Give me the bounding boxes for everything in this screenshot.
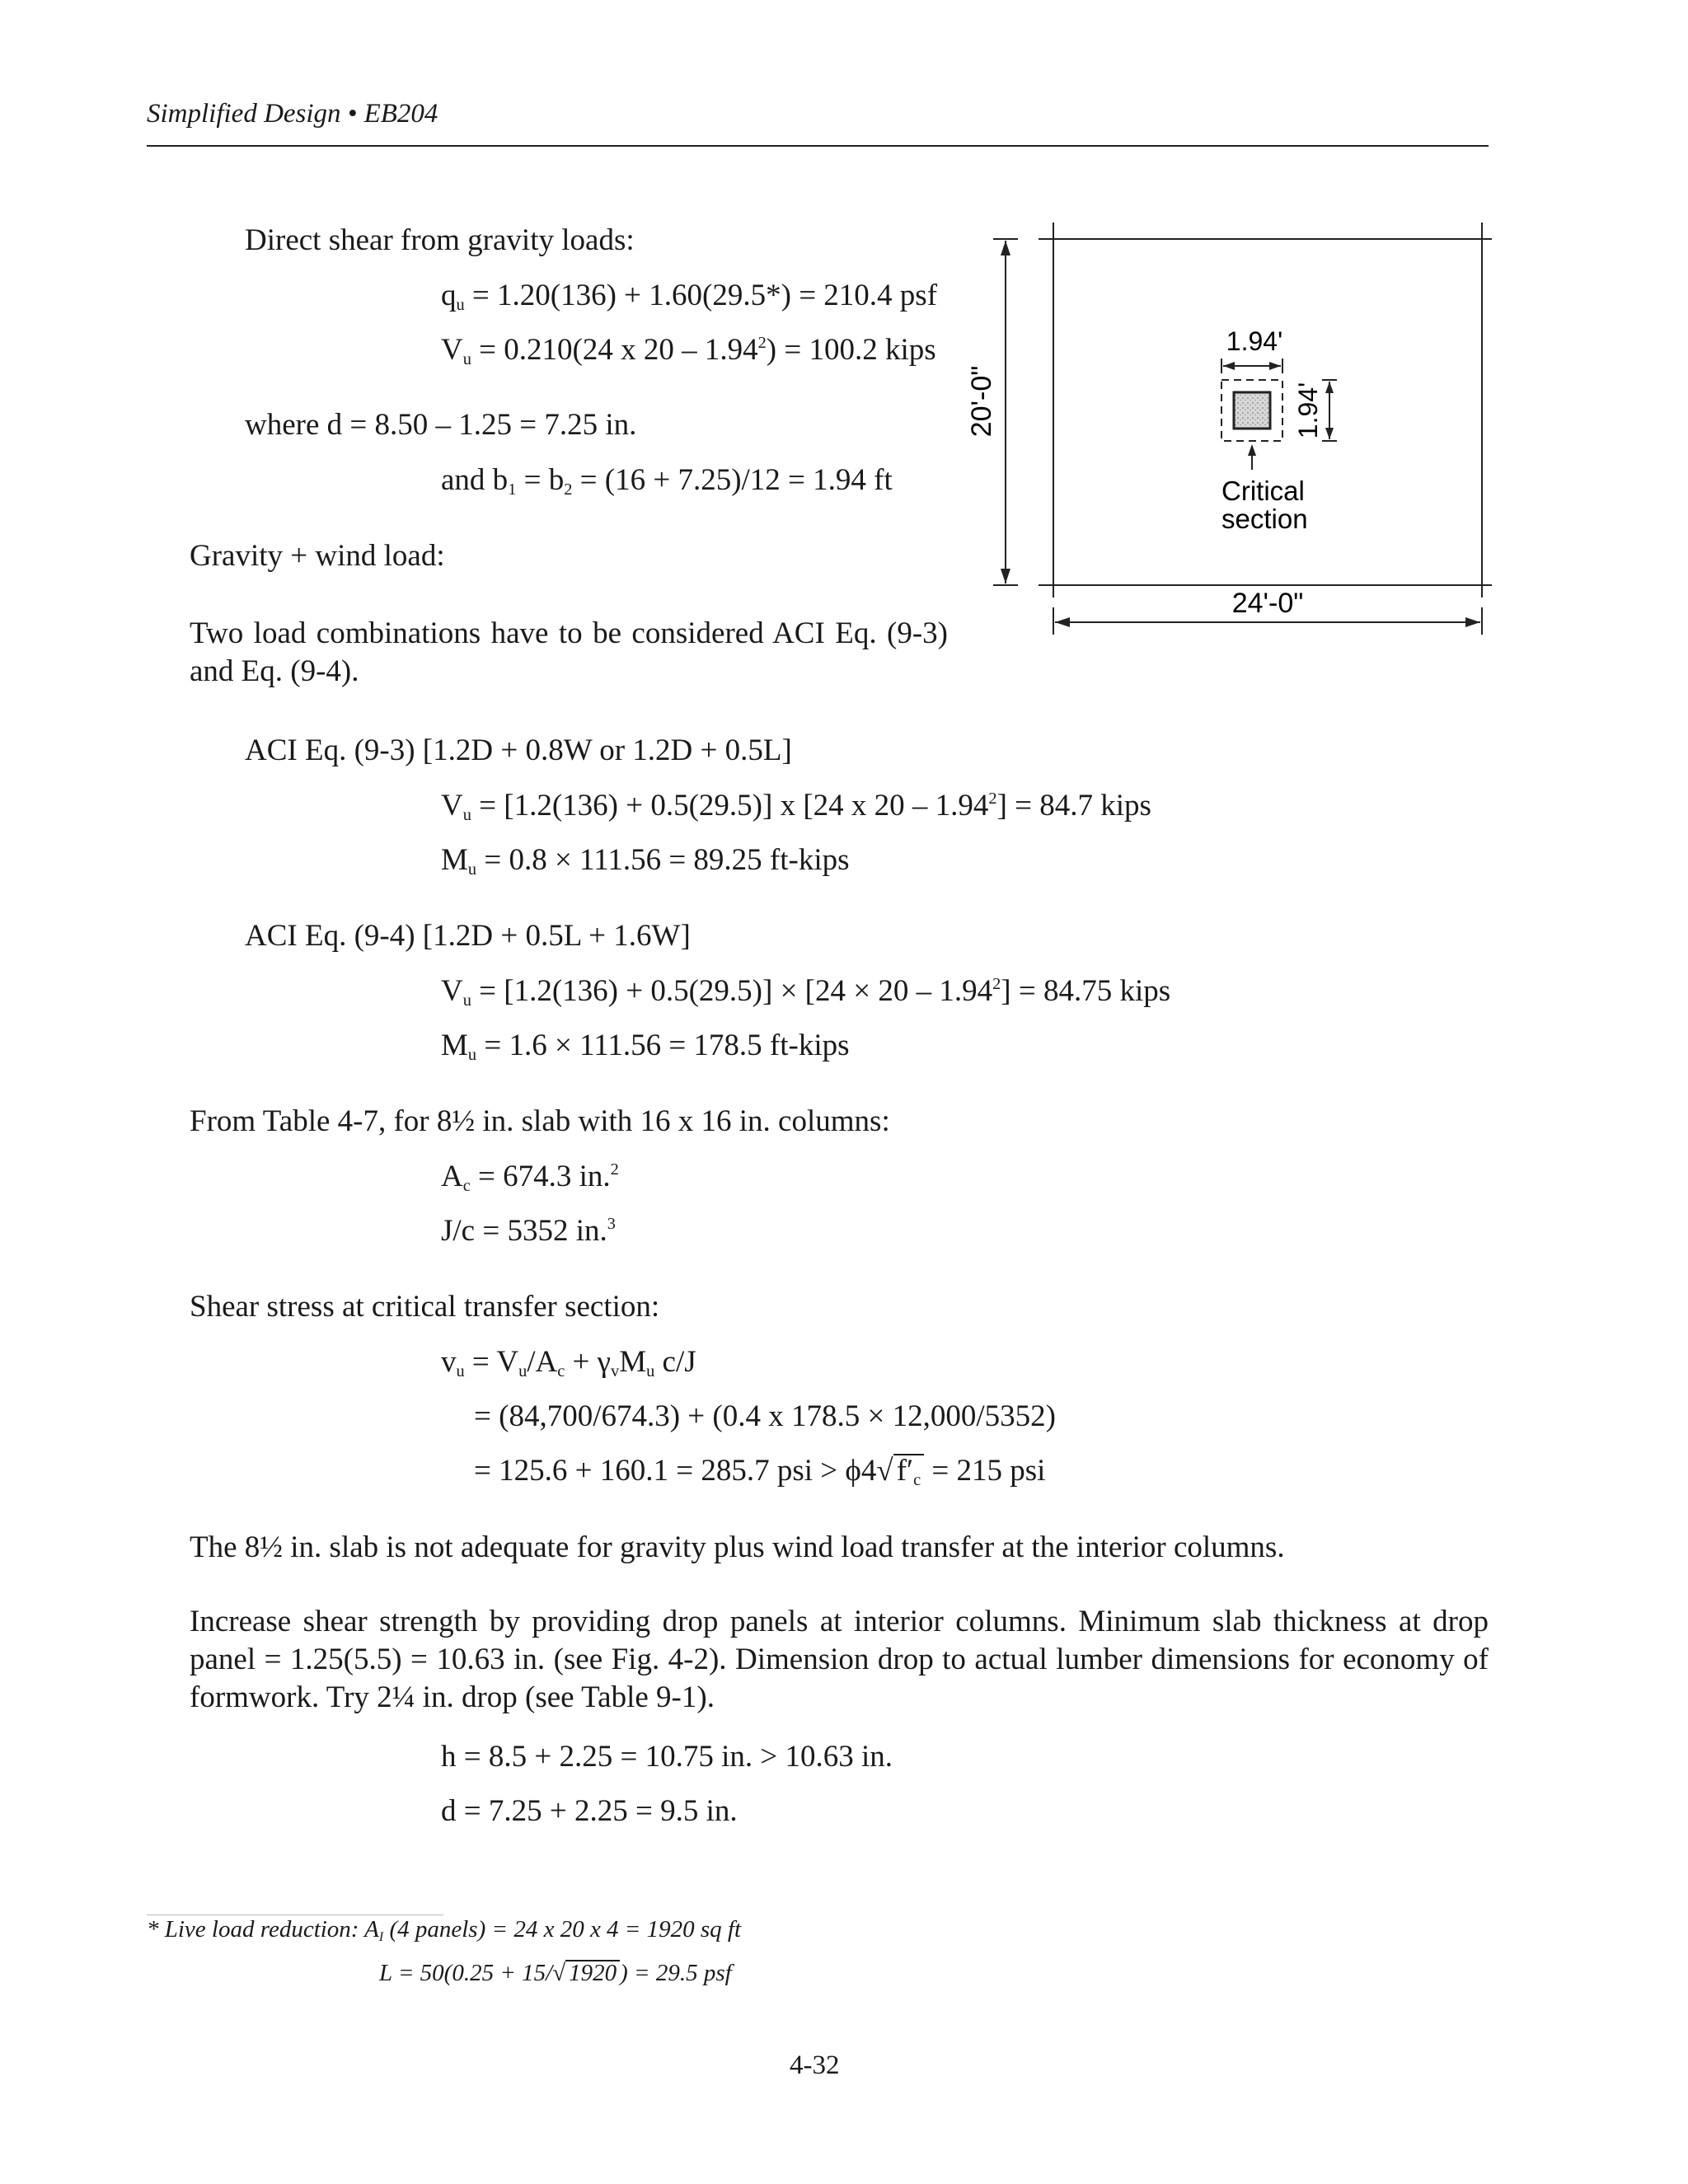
stress-a: = V [464,1345,519,1379]
ac-expr: = 674.3 in. [470,1160,611,1193]
eq93-m-subscript: u [467,860,477,879]
eq93-heading: ACI Eq. (9-3) [1.2D + 0.8W or 1.2D + 0.5L] [245,733,792,767]
fc-subscript: c [913,1471,921,1490]
vu-expression-a: = 0.210(24 x 20 – 1.94 [471,333,758,367]
ac-superscript: 2 [610,1160,619,1179]
conclusion: The 8½ in. slab is not adequate for gravity plus wind load transfer at the interior columns. [190,1530,1285,1564]
label-section: section [1221,504,1308,534]
eq94-v-expr-b: ] = 84.75 kips [1001,974,1171,1008]
eq94-v-symbol: V [441,974,463,1008]
table-heading: From Table 4-7, for 8½ in. slab with 16 x 16 in. columns: [190,1104,890,1138]
stress-e: c/J [654,1345,696,1379]
qu-equation [441,278,937,314]
footnote-1-sub: I [378,1929,384,1944]
footnote-line-2 [379,1960,732,1987]
b-text-b: = b [516,463,565,497]
direct-shear-heading: Direct shear from gravity loads: [245,223,635,257]
qu-expression: = 1.20(136) + 1.60(29.5*) = 210.4 psf [464,279,938,312]
qu-subscript: u [456,296,465,315]
eq94-m-subscript: u [467,1046,477,1065]
h-equation: h = 8.5 + 2.25 = 10.75 in. > 10.63 in. [441,1740,893,1774]
d-equation: d = 7.25 + 2.25 = 9.5 in. [441,1794,738,1828]
eq93-v-superscript: 2 [988,789,997,808]
qu-symbol: q [441,279,457,312]
arrow-down-icon [1001,569,1010,583]
eq93-v-expr-a: = [1.2(136) + 0.5(29.5)] x [24 x 20 – 1.94 [471,789,989,823]
footnote-2-b: ) = 29.5 psf [620,1960,732,1986]
eq94-v-subscript: u [462,991,471,1010]
stress-a-sub: u [518,1362,528,1381]
eq93-m-symbol: M [441,843,468,877]
stress-l3-b: = 215 psi [924,1454,1046,1488]
jc-equation [441,1213,616,1249]
dim-side-label: 1.94' [1293,382,1323,439]
eq94-v-superscript: 2 [992,974,1001,993]
eq94-mu [441,1028,850,1064]
stress-b-sub: c [557,1362,565,1381]
footnote-2-a: L = 50(0.25 + 15/ [379,1960,553,1986]
critical-section-figure [964,218,1492,651]
label-critical: Critical [1221,476,1305,506]
eq93-vu [441,788,1151,824]
stress-v: v [441,1345,457,1379]
stress-line-3 [474,1453,1045,1489]
stress-line-2: = (84,700/674.3) + (0.4 x 178.5 × 12,000/5352) [474,1399,1056,1433]
stress-l3-a: = 125.6 + 160.1 = 285.7 psi > ϕ4 [474,1454,877,1488]
where-d-line: where d = 8.50 – 1.25 = 7.25 in. [245,408,637,442]
ac-subscript: c [462,1177,471,1196]
footnote-1-b: (4 panels) = 24 x 20 x 4 = 1920 sq ft [383,1916,742,1943]
gravity-wind-intro: Two load combinations have to be considered ACI Eq. (9-3) and Eq. (9-4). [190,616,948,688]
arrow-left-icon [1055,617,1070,627]
b-subscript-1: 1 [508,480,517,499]
dim-vertical-label: 20'-0" [966,365,997,438]
arrow-right-icon [1465,617,1480,627]
drop-panel-paragraph: Increase shear strength by providing drop panels at interior columns. Minimum slab thickness at drop panel = 1.25(5.5) = 10.63 in. (see Fig. 4-2). Dimension drop to actual lumber dimensions for economy of formwork. Try 2¼ in. drop (see Table 9-1). [190,1605,1489,1714]
footnote-1-a: * Live load reduction: A [147,1916,379,1943]
stress-line-1 [441,1344,696,1380]
sqrt-small-icon: √ [552,1960,566,1986]
eq93-v-symbol: V [441,789,463,823]
vu-equation [441,332,936,368]
fc-symbol: f′ [896,1454,914,1488]
eq94-m-expr: = 1.6 × 111.56 = 178.5 ft-kips [476,1029,850,1062]
eq93-v-expr-b: ] = 84.7 kips [996,789,1151,823]
arrow-up-icon [1001,241,1010,255]
b-text-a: and b [441,463,509,497]
vu-subscript: u [462,350,471,369]
eq94-heading: ACI Eq. (9-4) [1.2D + 0.5L + 1.6W] [245,919,691,953]
jc-superscript: 3 [607,1214,616,1233]
gravity-wind-heading: Gravity + wind load: [190,539,445,573]
b-subscript-2: 2 [564,480,573,499]
stress-v-sub: u [456,1362,465,1381]
jc-expr: J/c = 5352 in. [441,1214,607,1248]
eq93-v-subscript: u [462,806,471,825]
stress-c: + γ [565,1345,612,1379]
eq93-mu [441,842,850,879]
footnote-line-1 [147,1916,741,1943]
vu-superscript: 2 [757,333,767,352]
stress-d: M [619,1345,647,1379]
page-number: 4-32 [790,2050,840,2080]
dim-top-label: 1.94' [1226,326,1283,356]
ac-symbol: A [441,1160,463,1193]
b-equation [441,462,893,499]
running-title: Simplified Design • EB204 [147,99,438,129]
stress-b: /A [527,1345,558,1379]
dim-horizontal-label: 24'-0" [1231,588,1304,619]
arrow-up-small-icon [1248,444,1256,456]
vu-symbol: V [441,333,463,367]
header-rule [147,145,1489,147]
vu-expression-b: ) = 100.2 kips [766,333,936,367]
ac-equation [441,1159,619,1195]
eq94-m-symbol: M [441,1029,468,1062]
stress-d-sub: u [646,1362,655,1381]
footnote-2-radicand: 1920 [565,1960,620,1985]
column-section [1234,392,1270,429]
b-text-c: = (16 + 7.25)/12 = 1.94 ft [572,463,893,497]
sqrt-icon: √ [876,1454,893,1488]
sqrt-radicand [893,1454,924,1490]
eq93-m-expr: = 0.8 × 111.56 = 89.25 ft-kips [476,843,850,877]
stress-heading: Shear stress at critical transfer section: [190,1290,660,1324]
eq94-v-expr-a: = [1.2(136) + 0.5(29.5)] × [24 × 20 – 1.94 [471,974,993,1008]
eq94-vu [441,973,1170,1010]
stress-c-sub: v [611,1362,620,1381]
